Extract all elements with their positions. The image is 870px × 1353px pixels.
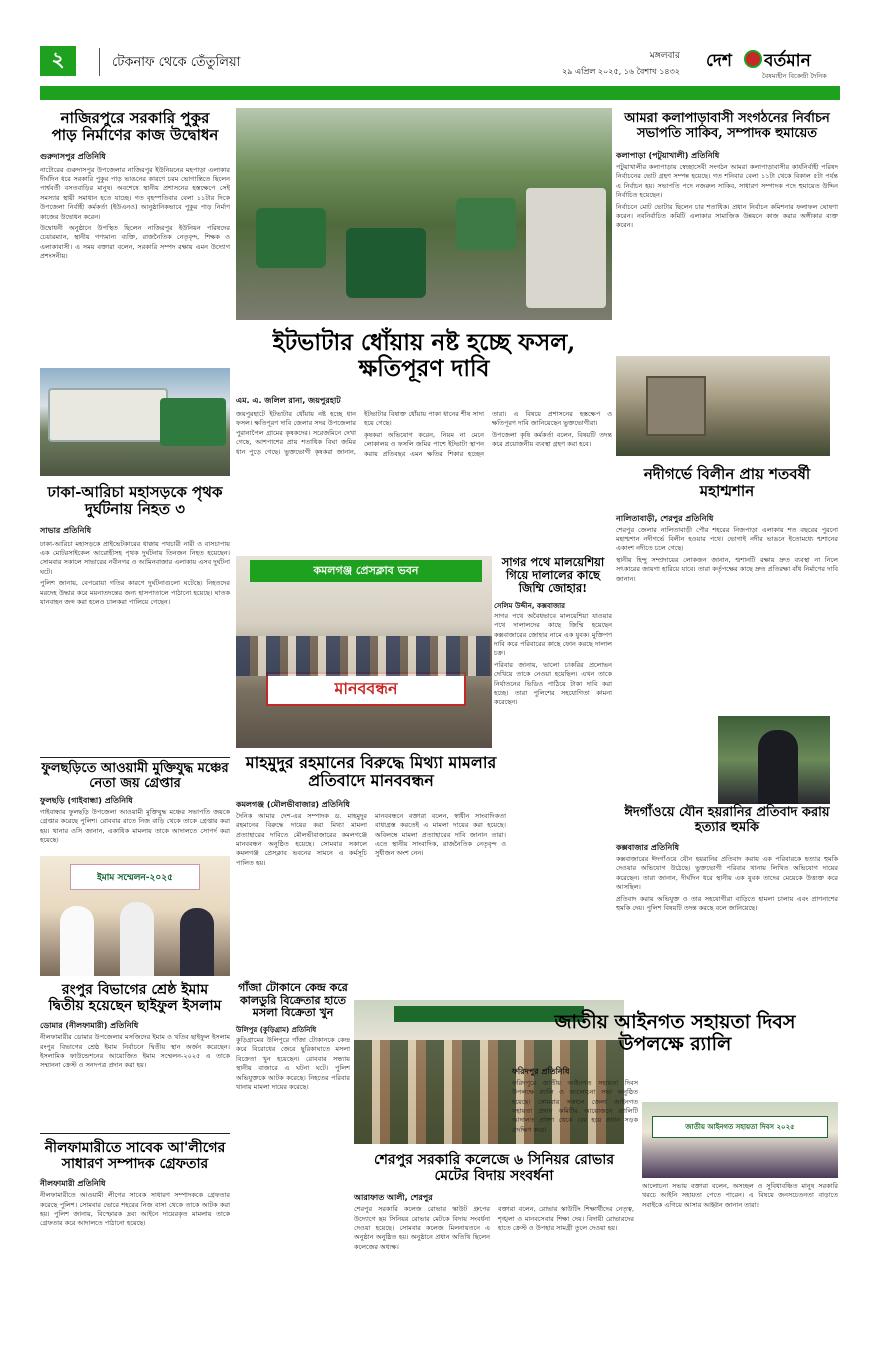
headline: নদীগর্ভে বিলীন প্রায় শতবর্ষী মহাশ্মশান (643, 465, 811, 501)
article-dhaka-aricha (40, 478, 230, 756)
paragraph: মানববন্ধনে বক্তারা বলেন, স্বাধীন সাংবাদিকতা বাধাগ্রস্ত করতেই এ মামলা দায়ের করা হয়েছে। অবিলম্বে মামলা প্রত্যাহারের দাবি জানান তারা। এতে স্থানীয় সাংবাদিক, রাজনৈতিক নেতৃবৃন্দ ও সুধীজন অংশ নেন। (375, 811, 506, 858)
paragraph: শেরপুর জেলার নালিতাবাড়ী পৌর শহরের নিজপাড়া এলাকায় শত বছরের পুরনো মহাশ্মশান নদীগর্ভে বিলীন হওয়ার পথে। ভোগাই নদীর ভাঙনে ইতোমধ্যে শ্মশানের একাংশ নদীতে চলে গেছে। (616, 525, 838, 553)
date: ২৯ এপ্রিল ২০২৫, ১৬ বৈশাখ ১৪৩২ (562, 67, 680, 76)
bus-shape (48, 388, 168, 442)
paragraph: নির্বাচনে মোট ভোটার ছিলেন চার শতাধিক। প্রধান নির্বাচন কমিশনার ফলাফল ঘোষণা করেন। নবনির্বাচিত কমিটি এলাকার সামাজিক উন্নয়নে কাজ করার অঙ্গীকার ব্যক্ত করেন। (616, 202, 838, 230)
headline: জাতীয় আইনগত সহায়তা দিবস উপলক্ষে র‍্যালি (554, 1011, 796, 1055)
byline: কমলগঞ্জ (মৌলভীবাজার) প্রতিনিধি (236, 799, 350, 809)
rally-banner (652, 1116, 828, 1138)
article-body (512, 1079, 638, 1207)
headline: রংপুর বিভাগের শ্রেষ্ঠ ইমাম দ্বিতীয় হয়েছেন ছাইফুল ইসলাম (48, 982, 222, 1015)
logo-right: বর্তমান (764, 51, 811, 71)
article-body (236, 812, 506, 980)
headline: গাঁজা টোকানে কেন্দ্র করে কালডুরি বিক্রেতার হাতে মসলা বিক্রেতা খুন (238, 981, 348, 1020)
article-body (40, 166, 230, 362)
person-figure (120, 902, 154, 976)
article-body (236, 1036, 350, 1286)
headline: ফুলছড়িতে আওয়ামী মুক্তিযুদ্ধ মঞ্চের নেতা জয় গ্রেপ্তার (41, 761, 229, 791)
masthead (0, 0, 870, 110)
vehicle-shape (456, 198, 516, 250)
byline: ডোমার (নীলফামারী) প্রতিনিধি (40, 1021, 139, 1031)
section-separator (99, 48, 100, 76)
paragraph: নাটোরের গুরুদাসপুর উপজেলার নাজিরপুর ইউনিয়নের মহপাড়া এলাকার দীর্ঘদিন ধরে সরকারি পুকুর পাড় ভাঙনের কারণে চরম ভোগান্তিতে ছিলেন পার্শ্ববর্তী বসতবাড়ির মানুষ। অবশেষে স্থানীয় প্রশাসনের হস্তক্ষেপে সেই সমস্যার স্থায়ী সমাধান হতে যাচ্ছে। গত বৃহস্পতিবার বেলা ১১টার দিকে উপজেলা নির্বাহী কর্মকর্তা (ইউএনও) আনুষ্ঠানিকভাবে পুকুর পাড় নির্মাণ কাজের উদ্বোধন করেন। (40, 165, 230, 221)
paragraph: ঢাকা-আরিচা মহাসড়কে প্রাইভেটকারের ধাক্কায় পথচারী নারী ও বাসচাপায় এক মোটরসাইকেল আরোহীসহ পৃথক দুর্ঘটনায় তিনজন নিহত হয়েছেন। সোমবার সকালে সাভারের নবীনগর ও আমিনবাজার এলাকায় এসব দুর্ঘটনা ঘটে। (40, 539, 230, 576)
paragraph: পরিবার জানায়, ভালো চাকরির প্রলোভন দেখিয়ে তাকে নেওয়া হয়েছিল। এখন তাকে নির্যাতনের ভিডিও পাঠিয়ে টাকা দাবি করা হচ্ছে। তারা পুলিশের সহযোগিতা কামনা করেছেন। (494, 660, 612, 707)
paragraph: আলোচনা সভায় বক্তারা বলেন, অসচ্ছল ও সুবিধাবঞ্চিত মানুষ সরকারি খরচে আইনি সহায়তা পেতে পারেন। এ বিষয়ে জনসচেতনতা বাড়াতে সবাইকে এগিয়ে আসার আহ্বান জানান তারা। (642, 1182, 838, 1209)
eidgaon-photo (718, 716, 830, 804)
article-rally (512, 1006, 838, 1316)
paragraph: শেরপুর সরকারি কলেজ রোভার স্কাউট গ্রুপের উদ্যোগে ছয় সিনিয়র রোভার মেটকে বিদায় সংবর্ধনা দেওয়া হয়েছে। সোমবার কলেজ মিলনায়তনে এ অনুষ্ঠান অনুষ্ঠিত হয়। অনুষ্ঠানে প্রধান অতিথি ছিলেন কলেজের অধ্যক্ষ। (354, 1205, 490, 1251)
byline: কলাপাড়া (পটুয়াখালী) প্রতিনিধি (616, 150, 720, 160)
headline: সাগর পথে মালয়েশিয়া গিয়ে দালালের কাছে জিম্মি জোহার! (501, 555, 605, 596)
protest-banner (266, 672, 466, 706)
paragraph: নীলফামারীর ডোমার উপজেলার মসজিদের ইমাম ও খতিব ছাইফুল ইসলাম রংপুর বিভাগের শ্রেষ্ঠ ইমাম নির্বাচনে দ্বিতীয় স্থান অর্জন করেছেন। ইসলামিক ফাউন্ডেশনের আয়োজিত ইমাম সম্মেলন-২০২৫ এ তাকে সম্মাননা ক্রেস্ট ও সনদপত্র প্রদান করা হয়। (40, 1033, 230, 1070)
paragraph: জয়পুরহাটে ইটভাটার ধোঁয়ায় নষ্ট হচ্ছে ধান ফসল। ক্ষতিপূরণ দাবি জেলার সদর উপজেলার পুরানাপৈল গ্রামের কৃষকদের। সরেজমিনে দেখা গেছে, আশপাশের প্রায় শতাধিক বিঘা জমির ধান পুড়ে গেছে। ভুক্তভোগী কৃষকরা জানান, ইটভাটার বিষাক্ত ধোঁয়ায় পাকা ধানের শীষ সাদা হয়ে গেছে। (236, 409, 484, 456)
banner-text: জাতীয় আইনগত সহায়তা দিবস ২০২৫ (685, 1123, 795, 1131)
byline: নালিতাবাড়ী, শেরপুর প্রতিনিধি (616, 513, 714, 523)
bus-photo (40, 368, 230, 476)
paragraph: সাগর পথে অবৈধভাবে মালয়েশিয়া যাওয়ার পথে দালালদের কাছে জিম্মি হয়েছেন কক্সবাজারের জোহার নামে এক যুবক। মুক্তিপণ দাবি করে পরিবারের কাছে ফোন করছে দালাল চক্র। (494, 611, 612, 658)
paragraph: কৃষকরা অভিযোগ করেন, নিয়ম না মেনে লোকালয় ও ফসলি জমির পাশে ইটভাটা স্থাপন করায় প্রতিবছর এমন ক্ষতির শিকার হচ্ছেন তারা। এ বিষয়ে প্রশাসনের হস্তক্ষেপ ও ক্ষতিপূরণ দাবি জানিয়েছেন ভুক্তভোগীরা। (364, 409, 612, 458)
article-body (494, 612, 612, 732)
banner-text: ইমাম সম্মেলন-২০২৫ (97, 872, 173, 883)
byline: গুরুদাসপুর প্রতিনিধি (40, 151, 106, 161)
article-body (616, 526, 838, 726)
paragraph: গাইবান্ধার ফুলছড়ি উপজেলা আওয়ামী মুক্তিযুদ্ধ মঞ্চের সভাপতি জয়কে গ্রেপ্তার করেছে পুলিশ। রোববার রাতে নিজ বাড়ি থেকে তাকে গ্রেপ্তার করা হয়। থানার ওসি জানান, একাধিক মামলায় তাকে আদালতে সোপর্দ করা হয়েছে। (40, 807, 230, 845)
logo-mark-icon (744, 50, 762, 68)
article-kalapara (616, 108, 838, 354)
vehicle-shape (256, 208, 326, 268)
byline: নীলফামারী প্রতিনিধি (40, 1179, 106, 1189)
byline: সেলিম উদ্দীন, কক্সবাজার (494, 601, 566, 610)
sign-text: কমলগঞ্জ প্রেসক্লাব ভবন (313, 563, 419, 577)
vehicle-shape (526, 188, 606, 308)
article-nilphamari (40, 1136, 230, 1316)
article-body (40, 808, 230, 860)
section-title: টেকনাফ থেকে তেঁতুলিয়া (112, 55, 241, 70)
paragraph: দৈনিক আমার দেশ-এর সম্পাদক ড. মাহমুদুর রহমানের বিরুদ্ধে দায়ের করা মিথ্যা মামলা প্রত্যাহারের দাবিতে মৌলভীবাজারের কমলগঞ্জে মানববন্ধন অনুষ্ঠিত হয়েছে। সোমবার সকালে কমলগঞ্জ প্রেসক্লাব ভবনের সামনে এ কর্মসূচি পালিত হয়। (236, 811, 367, 867)
byline: আরাফাত আলী, শেরপুর (354, 1193, 433, 1203)
press-club-photo (236, 556, 492, 748)
bus-shape (160, 398, 226, 446)
paragraph: ফরিদপুরে জাতীয় আইনগত সহায়তা দিবস উপলক্ষে র‍্যালি ও আলোচনা সভা অনুষ্ঠিত হয়েছে। সোমবার সকালে জেলা আইনগত সহায়তা প্রদান কমিটির আয়োজনে র‍্যালিটি আদালত প্রাঙ্গণ থেকে বের হয়ে প্রধান সড়ক প্রদক্ষিণ করে। (512, 1078, 638, 1134)
byline: এম. এ. জলিল রানা, জয়পুরহাট (236, 395, 341, 405)
headline: ইটভাটার ধোঁয়ায় নষ্ট হচ্ছে ফসল, ক্ষতিপূরণ দাবি (272, 329, 576, 383)
byline: ফরিদপুর প্রতিনিধি (512, 1066, 570, 1076)
article-body (236, 410, 612, 560)
byline: উলিপুর (কুড়িগ্রাম) প্রতিনিধি (236, 1025, 317, 1034)
headline: ঢাকা-আরিচা মহাসড়কে পৃথক দুর্ঘটনায় নিহত ৩ (47, 483, 223, 519)
vehicle-shape (346, 228, 426, 298)
headline: ঈদগাঁওয়ে যৌন হয়রানির প্রতিবাদ করায় হত্যার হুমকি (624, 805, 830, 835)
article-imam (40, 978, 230, 1132)
headline: নীলফামারীতে সাবেক আ'লীগের সাধারণ সম্পাদক গ্রেফতার (44, 1140, 226, 1173)
paragraph: প্রতিবাদ করায় অভিযুক্ত ও তার সহযোগীরা বাড়িতে হামলা চালায় এবং প্রাণনাশের হুমকি দেয়। পুলিশ বিষয়টি তদন্ত করছে বলে জানিয়েছে। (616, 894, 838, 912)
article-body (40, 540, 230, 758)
paragraph: কুড়িগ্রামের উলিপুরে গাঁজা টোকানকে কেন্দ্র করে বিরোধের জেরে ছুরিকাঘাতে মসলা বিক্রেতা খুন হয়েছেন। রোববার সন্ধ্যায় স্থানীয় বাজারে এ ঘটনা ঘটে। পুলিশ অভিযুক্তকে আটক করেছে। নিহতের পরিবার থানায় মামলা দায়ের করেছে। (236, 1035, 350, 1092)
press-club-sign (250, 560, 482, 582)
headline: মাহমুদুর রহমানের বিরুদ্ধে মিথ্যা মামলার প্রতিবাদে মানববন্ধন (245, 753, 497, 791)
headline: শেরপুর সরকারি কলেজে ৬ সিনিয়র রোভার মেটের বিদায় সংবর্ধনা (373, 1152, 615, 1185)
paragraph: পুলিশ জানায়, বেপরোয়া গতির কারণে দুর্ঘটনাগুলো ঘটেছে। নিহতদের মরদেহ উদ্ধার করে ময়নাতদন্তের জন্য হাসপাতালে পাঠানো হয়েছে। ঘাতক যানবাহন জব্দ করা হলেও চালকরা পালিয়ে গেছেন। (40, 579, 230, 607)
paragraph: উদ্বোধনী অনুষ্ঠানে উপস্থিত ছিলেন নাজিরপুর ইউনিয়ন পরিষদের চেয়ারম্যান, স্থানীয় গণ্যমান্য ব্যক্তি, রাজনৈতিক নেতৃবৃন্দ, শিক্ষক ও এলাকাবাসী। এ সময় বক্তারা বলেন, সরকারি সম্পদ রক্ষায় এমন উদ্যোগ প্রশংসনীয়। (40, 224, 230, 261)
article-fulchhari (40, 762, 230, 854)
byline: ফুলছড়ি (গাইবান্ধা) প্রতিনিধি (40, 795, 133, 805)
crowd-shape (236, 636, 492, 676)
paragraph: পটুয়াখালীর কলাপাড়ায় স্বেচ্ছাসেবী সংগঠন আমরা কলাপাড়াবাসীর কার্যনির্বাহী পরিষদ নির্বাচনের ভোট গ্রহণ সম্পন্ন হয়েছে। গত শনিবার বেলা ১১টা থেকে বিকাল ৫টা পর্যন্ত এ নির্বাচন হয়। সভাপতি পদে নজরুল সাকিব, সাধারণ সম্পাদক পদে হুমায়েত উদ্দিন নির্বাচিত হয়েছেন। (616, 162, 838, 200)
article-eidgaon (616, 804, 838, 1004)
article-body (616, 855, 838, 1005)
article-body-2 (642, 1182, 838, 1310)
rally-photo (642, 1102, 838, 1178)
divider (40, 757, 230, 758)
logo-left: দেশ (706, 51, 732, 71)
paragraph: স্থানীয় হিন্দু সম্প্রদায়ের লোকজন জানান, শ্মশানটি রক্ষায় দ্রুত ব্যবস্থা না নিলে সৎকারের জায়গা হারিয়ে যাবে। তারা কর্তৃপক্ষের কাছে দ্রুত প্রতিরক্ষা বাঁধ নির্মাণের দাবি জানান। (616, 555, 838, 583)
article-itvata (236, 320, 612, 556)
article-dalal (494, 556, 612, 750)
article-ganja (236, 982, 350, 1312)
byline: সাভার প্রতিনিধি (40, 525, 92, 535)
traffic-photo (236, 108, 612, 320)
article-pukur (40, 108, 230, 368)
paragraph: কক্সবাজারের ঈদগাঁওয়ে যৌন হয়রানির প্রতিবাদ করায় এক পরিবারকে হত্যার হুমকি দেওয়ার অভিযোগ উঠেছে। ভুক্তভোগী পরিবার থানায় লিখিত অভিযোগ দায়ের করেছেন। তারা জানান, দীর্ঘদিন ধরে স্থানীয় এক যুবক তাদের মেয়েকে উত্ত্যক্ত করে আসছিল। (616, 854, 838, 892)
person-figure (758, 730, 798, 804)
headline: নাজিরপুরে সরকারি পুকুর পাড় নির্মাণের কাজ উদ্বোধন (51, 109, 219, 145)
day: মঙ্গলবার (649, 51, 680, 61)
person-figure (60, 906, 94, 976)
article-shoshan (616, 458, 838, 742)
logo (700, 46, 840, 82)
banner-text: মানববন্ধন (334, 678, 398, 698)
paragraph: উপজেলা কৃষি কর্মকর্তা বলেন, বিষয়টি তদন্ত করে প্রয়োজনীয় ব্যবস্থা গ্রহণ করা হবে। (492, 430, 612, 449)
crematorium-photo (616, 356, 830, 456)
structure-shape (646, 376, 706, 436)
article-body (40, 1191, 230, 1311)
byline: কক্সবাজার প্রতিনিধি (616, 842, 680, 852)
imam-photo (40, 856, 230, 976)
article-kamalganj (236, 750, 506, 980)
divider (40, 1133, 230, 1134)
tagline: বৈষম্যহীন বিকেন্দ্রী দৈনিক (762, 72, 827, 80)
page-number: ২ (51, 46, 65, 71)
headline: আমরা কলাপাড়াবাসী সংগঠনের নির্বাচন সভাপতি সাকিব, সম্পাদক হুমায়েত (624, 111, 830, 141)
article-body (616, 163, 838, 343)
person-figure (180, 908, 214, 976)
paragraph: বক্তারা বলেন, রোভার স্কাউটিং শিক্ষার্থীদের নেতৃত্ব, শৃঙ্খলা ও মানবসেবার শিক্ষা দেয়। বিদায়ী রোভারদের হাতে ক্রেস্ট ও উপহার সামগ্রী তুলে দেওয়া হয়। (498, 1205, 634, 1233)
paragraph: নীলফামারীতে আওয়ামী লীগের সাবেক সাধারণ সম্পাদককে গ্রেফতার করেছে পুলিশ। সোমবার ভোরে শহরের নিজ বাসা থেকে তাকে আটক করা হয়। পুলিশ জানায়, বিস্ফোরক দ্রব্য আইনে দায়েরকৃত মামলায় তাকে গ্রেফতার করে আদালতে পাঠানো হয়েছে। (40, 1191, 230, 1228)
article-body (40, 1033, 230, 1123)
masthead-bar (40, 86, 840, 100)
imam-banner (70, 864, 200, 890)
page-number-badge (40, 46, 76, 76)
